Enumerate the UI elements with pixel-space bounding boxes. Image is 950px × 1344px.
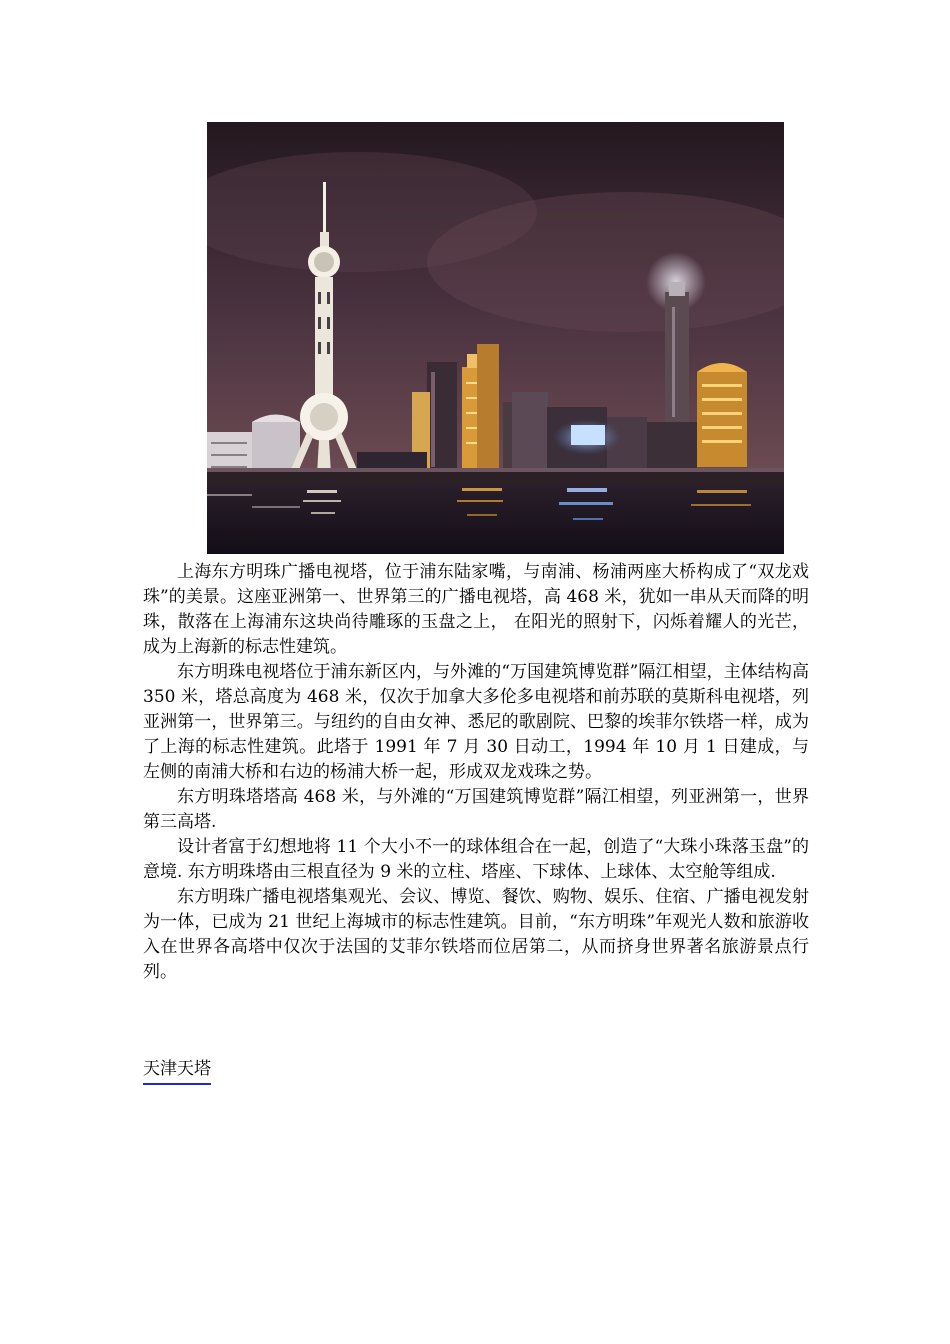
- article-body: [143, 560, 809, 985]
- paragraph-intro: 上海东方明珠广播电视塔，位于浦东陆家嘴，与南浦、杨浦两座大桥构成了“双龙戏珠”的美景。这座亚洲第一、世界第三的广播电视塔，高 468 米，犹如一串从天而降的明珠，散落在上海浦东这块尚待雕琢的玉盘之上， 在阳光的照射下，闪烁着耀人的光芒，成为上海新的标志性建筑。: [143, 562, 809, 657]
- skyline-photo: [207, 122, 784, 554]
- paragraph-height: 东方明珠塔塔高 468 米，与外滩的“万国建筑博览群”隔江相望，列亚洲第一，世界第三高塔.: [143, 787, 809, 832]
- tianjin-tower-link[interactable]: 天津天塔: [143, 1057, 211, 1085]
- paragraph-location: 东方明珠电视塔位于浦东新区内，与外滩的“万国建筑博览群”隔江相望，主体结构高 350 米，塔总高度为 468 米，仅次于加拿大多伦多电视塔和前苏联的莫斯科电视塔，列亚洲第一，世界第三。与纽约的自由女神、悉尼的歌剧院、巴黎的埃菲尔铁塔一样，成为了上海的标志性建筑。此塔于 1991 年 7 月 30 日动工，1994 年 10 月 1 日建成，与左侧的南浦大桥和右边的杨浦大桥一起，形成双龙戏珠之势。: [143, 662, 809, 782]
- paragraph-functions: 东方明珠广播电视塔集观光、会议、博览、餐饮、购物、娱乐、住宿、广播电视发射为一体，已成为 21 世纪上海城市的标志性建筑。目前，“东方明珠”年观光人数和旅游收入在世界各高塔中仅次于法国的艾菲尔铁塔而位居第二，从而挤身世界著名旅游景点行列。: [143, 887, 809, 982]
- paragraph-design: 设计者富于幻想地将 11 个大小不一的球体组合在一起，创造了“大珠小珠落玉盘”的意境. 东方明珠塔由三根直径为 9 米的立柱、塔座、下球体、上球体、太空舱等组成.: [143, 837, 809, 882]
